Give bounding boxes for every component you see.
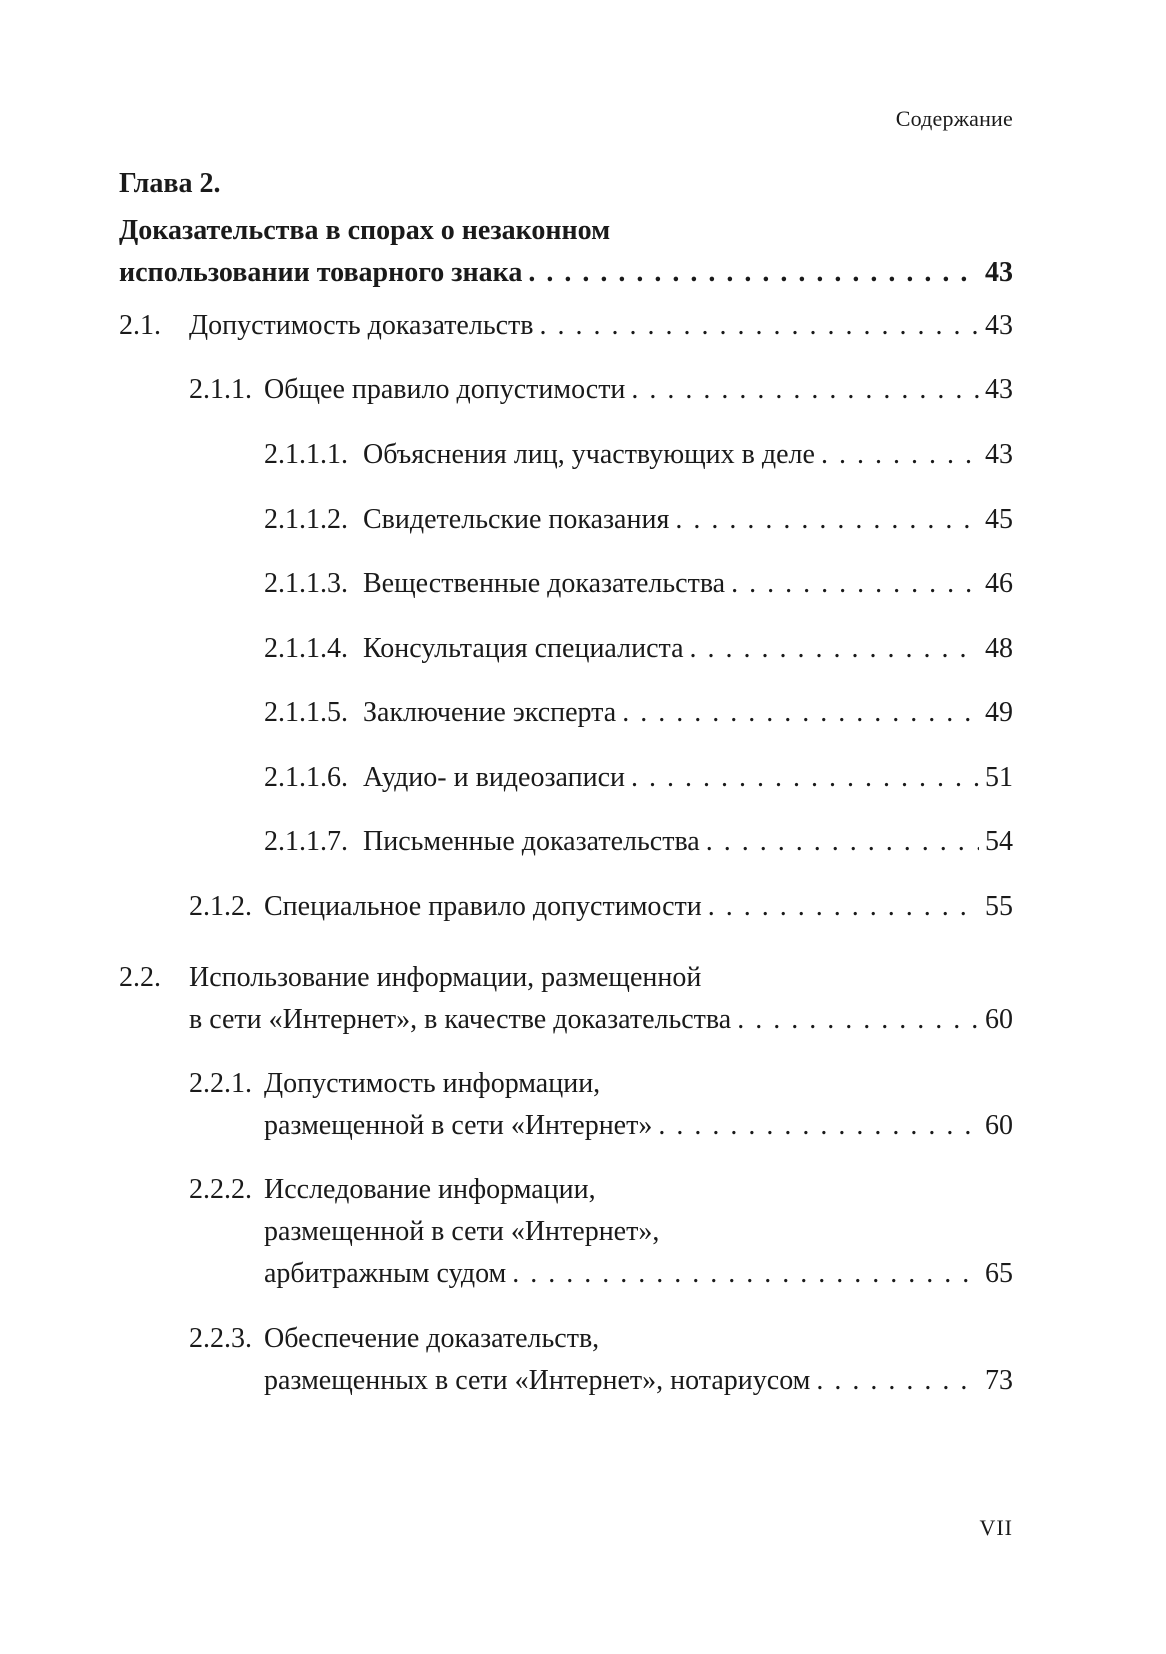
entry-title: Специальное правило допустимости	[264, 891, 702, 922]
dot-leader	[631, 757, 979, 799]
toc-entry-2-1-1[interactable]	[119, 369, 1013, 411]
entry-title: Аудио- и видеозаписи	[363, 762, 625, 793]
dot-leader	[708, 886, 979, 928]
toc-entry-2-1-1-1[interactable]	[119, 434, 1013, 476]
dot-leader	[512, 1253, 979, 1295]
entry-title-line-1: Обеспечение доказательств,	[264, 1323, 600, 1354]
entry-page: 48	[985, 633, 1013, 664]
entry-title: Письменные доказательства	[363, 826, 700, 857]
toc-entry-2-2-1[interactable]	[119, 1063, 1013, 1147]
entry-number: 2.1.1.5.	[264, 697, 348, 728]
entry-title-line-2: размещенной в сети «Интернет»	[264, 1110, 653, 1141]
entry-title: Консультация специалиста	[363, 633, 684, 664]
entry-title-line-1: Допустимость информации,	[264, 1068, 601, 1099]
dot-leader	[528, 252, 979, 294]
toc-entry-2-1-1-6[interactable]	[119, 757, 1013, 799]
dot-leader	[706, 821, 979, 863]
chapter-label: Глава 2.	[119, 168, 221, 199]
toc-entry-2-1-1-3[interactable]	[119, 563, 1013, 605]
chapter-title-line-2: использовании товарного знака	[119, 257, 523, 288]
dot-leader	[631, 369, 979, 411]
toc-entry-2-2-3[interactable]	[119, 1318, 1013, 1402]
entry-page: 60	[985, 1110, 1013, 1141]
entry-number: 2.1.	[119, 310, 161, 341]
entry-number: 2.1.1.3.	[264, 568, 348, 599]
toc-chapter-2[interactable]	[119, 158, 1013, 294]
chapter-page: 43	[985, 257, 1013, 288]
toc-entry-2-1-1-5[interactable]	[119, 692, 1013, 734]
entry-number: 2.1.1.	[189, 374, 252, 405]
dot-leader	[690, 628, 980, 670]
entry-number: 2.1.2.	[189, 891, 252, 922]
entry-page: 46	[985, 568, 1013, 599]
entry-number: 2.1.1.6.	[264, 762, 348, 793]
entry-number: 2.1.1.4.	[264, 633, 348, 664]
entry-title-line-1: Использование информации, размещенной	[189, 962, 702, 993]
dot-leader	[622, 692, 979, 734]
entry-page: 55	[985, 891, 1013, 922]
entry-title-line-2: в сети «Интернет», в качестве доказательства	[189, 1004, 732, 1035]
entry-page: 43	[985, 374, 1013, 405]
entry-title: Заключение эксперта	[363, 697, 617, 728]
dot-leader	[816, 1360, 979, 1402]
toc-entry-2-2-2[interactable]	[119, 1169, 1013, 1295]
chapter-title-line-1: Доказательства в спорах о незаконном	[119, 215, 611, 246]
entry-title: Общее правило допустимости	[264, 374, 626, 405]
toc-entry-2-1-2[interactable]	[119, 886, 1013, 928]
entry-number: 2.1.1.7.	[264, 826, 348, 857]
entry-page: 60	[985, 1004, 1013, 1035]
toc-entry-2-2[interactable]	[119, 957, 1013, 1041]
dot-leader	[821, 434, 979, 476]
entry-number: 2.2.3.	[189, 1323, 252, 1354]
entry-page: 54	[985, 826, 1013, 857]
dot-leader	[658, 1105, 979, 1147]
entry-number: 2.1.1.2.	[264, 504, 348, 535]
entry-page: 65	[985, 1258, 1013, 1289]
dot-leader	[540, 305, 980, 347]
entry-title: Свидетельские показания	[363, 504, 670, 535]
dot-leader	[675, 499, 979, 541]
entry-title: Допустимость доказательств	[189, 310, 534, 341]
toc-entry-2-1-1-2[interactable]	[119, 499, 1013, 541]
entry-page: 73	[985, 1365, 1013, 1396]
toc-entry-2-1-1-7[interactable]	[119, 821, 1013, 863]
dot-leader	[737, 999, 979, 1041]
entry-title-line-2: размещенной в сети «Интернет»,	[264, 1216, 660, 1247]
toc-entry-2-1[interactable]	[119, 305, 1013, 347]
entry-number: 2.2.2.	[189, 1174, 252, 1205]
entry-title: Объяснения лиц, участвующих в деле	[363, 439, 815, 470]
entry-page: 49	[985, 697, 1013, 728]
entry-title-line-2: размещенных в сети «Интернет», нотариусом	[264, 1365, 811, 1396]
entry-number: 2.2.1.	[189, 1068, 252, 1099]
entry-page: 43	[985, 439, 1013, 470]
page-number: VII	[979, 1515, 1013, 1540]
entry-page: 45	[985, 504, 1013, 535]
entry-number: 2.1.1.1.	[264, 439, 348, 470]
entry-page: 43	[985, 310, 1013, 341]
entry-title-line-3: арбитражным судом	[264, 1258, 507, 1289]
entry-page: 51	[985, 762, 1013, 793]
entry-title-line-1: Исследование информации,	[264, 1174, 596, 1205]
toc-entry-2-1-1-4[interactable]	[119, 628, 1013, 670]
running-head: Содержание	[895, 106, 1013, 131]
entry-number: 2.2.	[119, 962, 161, 993]
entry-title: Вещественные доказательства	[363, 568, 726, 599]
dot-leader	[731, 563, 979, 605]
